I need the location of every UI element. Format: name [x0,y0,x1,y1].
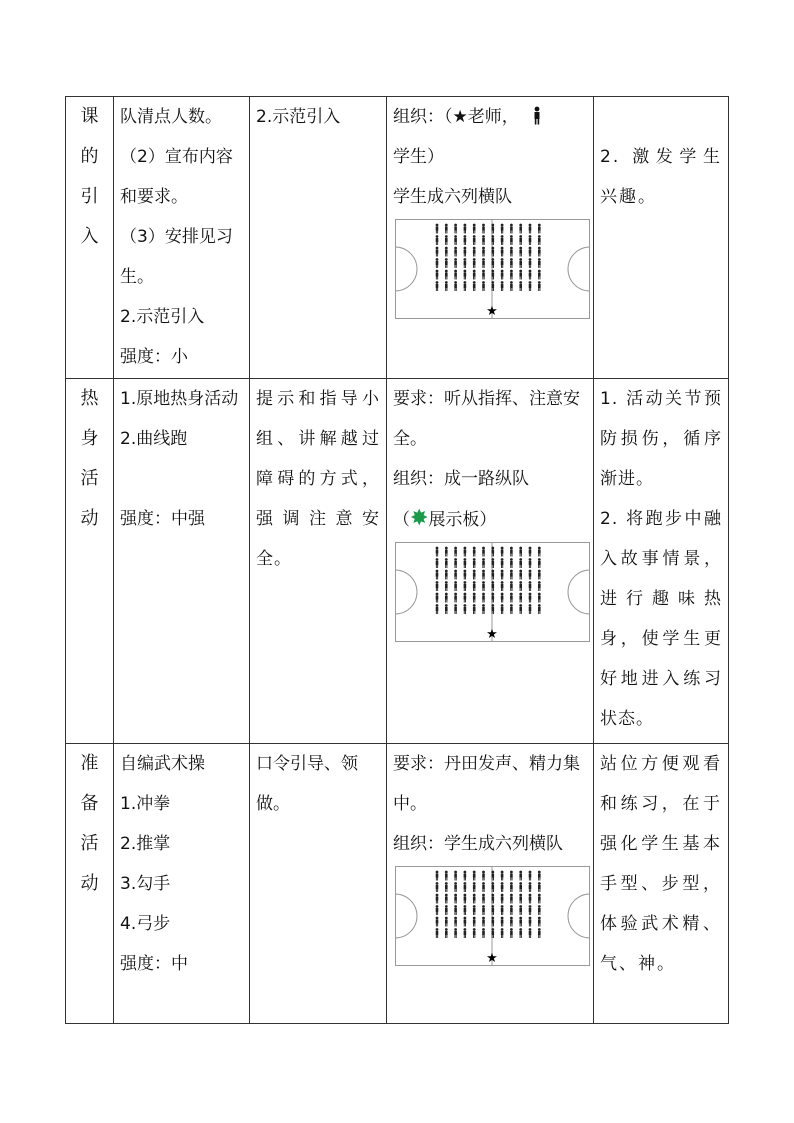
student-icon [482,270,485,280]
student-icon [510,570,513,580]
teacher-star-icon: ★ [486,627,498,642]
student-icon [445,581,448,591]
student-icon [445,593,448,603]
student-icon [445,905,448,915]
student-icon [538,604,541,614]
student-icon [491,871,494,881]
org-line: 要求：听从指挥、注意安全。 [393,389,580,449]
teacher-marker [486,304,498,319]
student-icon [491,258,494,268]
student-icon [445,928,448,938]
student-icon [445,224,448,234]
content-line: 强度：小 [120,347,188,367]
student-icon [529,258,532,268]
student-icon [445,258,448,268]
content-line: 2.示范引入 [120,307,205,327]
student-icon [538,235,541,245]
student-icon [501,570,504,580]
student-icon [501,581,504,591]
student-icon [482,258,485,268]
student-icon [454,258,457,268]
student-icon [538,281,541,291]
student-icon [529,235,532,245]
student-icon [501,224,504,234]
student-icon [538,593,541,603]
student-icon [501,270,504,280]
category-char: 引 [80,186,99,207]
student-icon [482,871,485,881]
student-icon [482,928,485,938]
student-icon [501,547,504,557]
student-icon [464,258,467,268]
student-icon [436,270,439,280]
org-line [393,97,587,137]
teacher-marker [486,627,498,642]
student-icon [529,558,532,568]
content-line: 队清点人数。 [120,107,222,127]
student-icon [445,917,448,927]
content-line: 1.原地热身活动 [120,389,239,409]
student-icon [538,224,541,234]
student-icon [491,581,494,591]
student-icon [519,281,522,291]
org-line: 学生成六列横队 [393,187,512,207]
student-icon [445,882,448,892]
student-icon [445,894,448,904]
content-line: 强度：中强 [120,509,205,529]
student-icon [491,270,494,280]
student-icon [538,570,541,580]
teacher-cell [250,744,387,1024]
student-icon [445,570,448,580]
student-icon [510,928,513,938]
student-icon [491,235,494,245]
student-icon [519,581,522,591]
purpose-text: 2. 将跑步中融入故事情景，进行趣味热身，使学生更好地进入练习状态。 [600,509,722,729]
student-icon [445,247,448,257]
student-icon [491,928,494,938]
student-icon [510,270,513,280]
student-icon [491,905,494,915]
student-icon [519,905,522,915]
teacher-text: 2.示范引入 [256,107,341,127]
teacher-star-icon: ★ [486,951,498,966]
content-line: （3）安排见习生。 [120,227,233,287]
student-icon [510,547,513,557]
student-icon [519,604,522,614]
student-icon [510,882,513,892]
student-icon [464,905,467,915]
teacher-star-icon: ★ [486,304,498,319]
student-icon [445,281,448,291]
student-icon [529,928,532,938]
student-icon [482,224,485,234]
category-char: 入 [80,226,99,247]
student-icon [473,258,476,268]
student-icon [519,570,522,580]
student-icon [482,894,485,904]
student-icon [491,570,494,580]
student-icon [454,593,457,603]
org-line: 要求：丹田发声、精力集中。 [393,754,580,814]
student-icon [491,593,494,603]
teacher-marker [486,951,498,966]
category-char: 课 [80,106,99,127]
student-icon [473,871,476,881]
student-icon [491,917,494,927]
student-icon [436,581,439,591]
student-icon [538,917,541,927]
org-line: 学生） [393,147,444,167]
student-icon [519,917,522,927]
org-line [393,499,587,540]
student-icon [529,593,532,603]
content-line [120,459,243,499]
student-icon [464,593,467,603]
student-icon [454,928,457,938]
student-icon [473,604,476,614]
student-icon [510,258,513,268]
student-icon [501,928,504,938]
student-icon [510,871,513,881]
student-icon [454,247,457,257]
category-cell [66,97,114,379]
student-icon [501,558,504,568]
student-icon [482,917,485,927]
category-cell [66,379,114,744]
student-icon [538,258,541,268]
student-icon [510,247,513,257]
student-icon [491,882,494,892]
student-icon [510,235,513,245]
display-board-icon: ✸ [410,506,429,531]
content-line: 强度：中 [120,954,188,974]
purpose-text: 1. 活动关节预防损伤，循序渐进。 [600,389,722,489]
student-icon [491,604,494,614]
category-char: 热 [80,388,99,409]
student-icon [436,258,439,268]
student-icon [491,547,494,557]
student-icon [510,281,513,291]
category-label [72,744,107,904]
student-icon [538,270,541,280]
student-icon [519,247,522,257]
student-icon [529,281,532,291]
student-formation [436,871,541,938]
student-icon [436,604,439,614]
student-icon [491,247,494,257]
student-icon [482,882,485,892]
student-icon [454,281,457,291]
student-icon [538,905,541,915]
student-icon [519,593,522,603]
student-icon [529,270,532,280]
student-icon [436,917,439,927]
student-icon [473,224,476,234]
category-char: 的 [80,146,99,167]
student-icon [501,235,504,245]
formation-diagram [395,219,590,319]
student-icon [519,928,522,938]
student-icon [454,547,457,557]
org-line: 组织：学生成六列横队 [393,834,563,854]
student-icon [436,593,439,603]
student-icon [454,581,457,591]
student-icon [473,917,476,927]
student-icon [464,604,467,614]
category-char: 准 [80,753,99,774]
student-icon [473,905,476,915]
student-icon [445,547,448,557]
student-icon [482,281,485,291]
organization-cell [387,97,594,379]
student-icon [482,247,485,257]
student-icon [464,871,467,881]
student-icon [436,882,439,892]
org-line: 组织：成一路纵队 [393,469,529,489]
student-icon [473,270,476,280]
student-icon [501,894,504,904]
student-icon [445,235,448,245]
teacher-cell [250,379,387,744]
student-icon [464,281,467,291]
content-line: 自编武术操 [120,754,205,774]
student-icon [501,258,504,268]
content-line: 2.曲线跑 [120,429,188,449]
student-icon [445,604,448,614]
student-icon [464,558,467,568]
student-icon [454,570,457,580]
student-icon [454,235,457,245]
student-icon [501,905,504,915]
student-icon [501,882,504,892]
student-icon [510,894,513,904]
organization-cell [387,744,594,1024]
purpose-text: 站位方便观看和练习，在于强化学生基本手型、步型，体验武术精、气、神。 [600,754,722,974]
student-icon [464,570,467,580]
student-icon [501,593,504,603]
student-icon [510,558,513,568]
student-icon [529,894,532,904]
student-icon [529,917,532,927]
content-cell [114,744,250,1024]
content-line: （2）宣布内容和要求。 [120,147,233,207]
student-formation [436,547,541,614]
category-char: 备 [80,793,99,814]
category-char: 动 [80,508,99,529]
student-icon [510,905,513,915]
student-icon [454,604,457,614]
student-icon [436,281,439,291]
student-icon [464,928,467,938]
student-icon [519,882,522,892]
student-icon [538,894,541,904]
content-line: 4.弓步 [120,914,171,934]
student-icon [473,593,476,603]
student-icon [538,247,541,257]
student-icon [436,224,439,234]
student-icon [436,894,439,904]
formation-diagram [395,866,590,966]
student-icon [529,224,532,234]
student-icon [464,882,467,892]
student-icon [482,547,485,557]
student-icon [436,928,439,938]
content-line: 3.勾手 [120,874,171,894]
purpose-cell [594,744,729,1024]
student-icon [473,581,476,591]
student-icon [519,894,522,904]
category-cell [66,744,114,1024]
student-icon [464,547,467,557]
student-icon [529,905,532,915]
category-char: 活 [80,468,99,489]
student-icon [538,882,541,892]
student-icon [519,871,522,881]
student-icon [464,581,467,591]
student-icon [436,235,439,245]
student-icon [454,270,457,280]
student-icon [501,871,504,881]
student-formation [436,224,541,291]
student-icon [482,905,485,915]
student-icon [529,871,532,881]
student-icon [473,247,476,257]
student-icon [538,547,541,557]
student-icon [519,547,522,557]
category-char: 动 [80,873,99,894]
student-icon [519,224,522,234]
student-icon [491,894,494,904]
student-icon [454,882,457,892]
student-icon [445,871,448,881]
student-icon [482,581,485,591]
org-text: （ [393,510,410,530]
purpose-text: 2. 激发学生兴趣。 [600,147,722,207]
content-cell [114,97,250,379]
student-icon [473,894,476,904]
content-line: 1.冲拳 [120,794,171,814]
student-icon [473,928,476,938]
teacher-text: 提示和指导小组、讲解越过障碍的方式，强调注意安全。 [256,389,380,569]
student-icon [464,247,467,257]
table-row [66,744,729,1024]
category-char: 身 [80,428,99,449]
student-icon [510,917,513,927]
student-icon [464,894,467,904]
teacher-cell [250,97,387,379]
student-icon [473,281,476,291]
student-icon [519,270,522,280]
student-icon [473,570,476,580]
student-icon [529,882,532,892]
student-icon [529,547,532,557]
student-icon [482,558,485,568]
student-icon [464,917,467,927]
student-icon [529,570,532,580]
student-icon [436,871,439,881]
org-text: 组织：（★老师， [393,107,519,127]
student-icon [510,224,513,234]
student-icon [473,882,476,892]
student-icon [454,871,457,881]
student-icon [464,224,467,234]
student-icon [538,928,541,938]
person-icon [530,106,544,126]
table-row [66,379,729,744]
student-icon [436,547,439,557]
category-label [72,97,107,257]
purpose-cell [594,97,729,379]
student-icon [464,235,467,245]
student-icon [501,247,504,257]
category-char: 活 [80,833,99,854]
student-icon [491,558,494,568]
student-icon [538,581,541,591]
student-icon [510,604,513,614]
student-icon [454,905,457,915]
student-icon [436,570,439,580]
purpose-cell [594,379,729,744]
student-icon [482,593,485,603]
formation-diagram [395,542,590,642]
student-icon [482,570,485,580]
student-icon [482,235,485,245]
category-label [72,379,107,539]
student-icon [538,558,541,568]
student-icon [464,270,467,280]
student-icon [529,604,532,614]
lesson-plan-table [65,96,729,1024]
student-icon [510,593,513,603]
student-icon [473,235,476,245]
student-icon [473,558,476,568]
teacher-text: 口令引导、领做。 [256,754,358,814]
student-icon [529,247,532,257]
student-icon [501,281,504,291]
table-row [66,97,729,379]
student-icon [510,581,513,591]
student-icon [519,235,522,245]
student-icon [436,905,439,915]
student-icon [501,917,504,927]
student-icon [454,894,457,904]
student-icon [529,581,532,591]
org-text: 展示板） [428,510,497,530]
student-icon [538,871,541,881]
student-icon [436,558,439,568]
student-icon [454,558,457,568]
student-icon [519,258,522,268]
student-icon [491,281,494,291]
student-icon [454,917,457,927]
student-icon [482,604,485,614]
organization-cell [387,379,594,744]
student-icon [436,247,439,257]
student-icon [491,224,494,234]
student-icon [445,558,448,568]
student-icon [519,558,522,568]
student-icon [501,604,504,614]
content-line: 2.推掌 [120,834,171,854]
student-icon [454,224,457,234]
student-icon [473,547,476,557]
content-cell [114,379,250,744]
student-icon [445,270,448,280]
